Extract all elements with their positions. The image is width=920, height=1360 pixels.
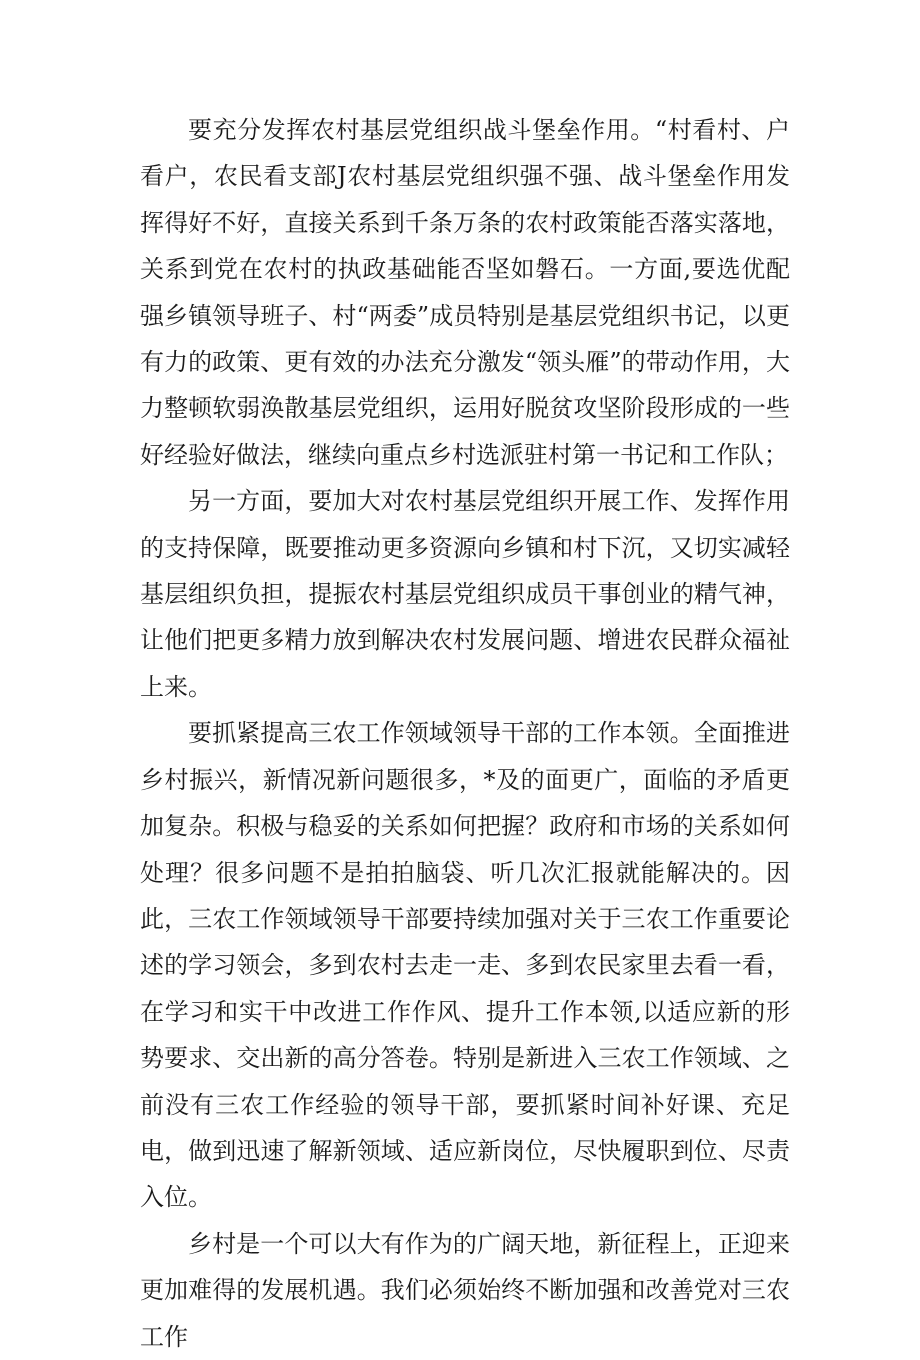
document-body: [140, 107, 790, 1360]
paragraph-rural-opportunity: 乡村是一个可以大有作为的广阔天地，新征程上，正迎来更加难得的发展机遇。我们必须始终不断加强和改善党对三农工作: [140, 1229, 790, 1351]
paragraph-support-guarantee: 另一方面，要加大对农村基层党组织开展工作、发挥作用的支持保障，既要推动更多资源向乡镇和村下沉，又切实减轻基层组织负担，提振农村基层党组织成员干事创业的精气神，让他们把更多精力放到解决农村发展问题、增进农民群众福祉上来。: [140, 487, 790, 701]
paragraph-rural-party-organization: 要充分发挥农村基层党组织战斗堡垒作用。“村看村、户看户，农民看支部J农村基层党组织强不强、战斗堡垒作用发挥得好不好，直接关系到千条万条的农村政策能否落实落地，关系到党在农村的执政基础能否坚如磐石。一方面,要选优配强乡镇领导班子、村“两委”成员特别是基层党组织书记，以更有力的政策、更有效的办法充分激发“领头雁”的带动作用，大力整顿软弱涣散基层党组织，运用好脱贫攻坚阶段形成的一些好经验好做法，继续向重点乡村选派驻村第一书记和工作队；: [140, 116, 790, 469]
paragraph-leadership-skills: 要抓紧提高三农工作领域领导干部的工作本领。全面推进乡村振兴，新情况新问题很多，*及的面更广，面临的矛盾更加复杂。积极与稳妥的关系如何把握？政府和市场的关系如何处理？很多问题不是拍拍脑袋、听几次汇报就能解决的。因此，三农工作领域领导干部要持续加强对关于三农工作重要论述的学习领会，多到农村去走一走、多到农民家里去看一看，在学习和实干中改进工作作风、提升工作本领,以适应新的形势要求、交出新的高分答卷。特别是新进入三农工作领域、之前没有三农工作经验的领导干部，要抓紧时间补好课、充足电，做到迅速了解新领域、适应新岗位，尽快履职到位、尽责入位。: [140, 719, 790, 1212]
